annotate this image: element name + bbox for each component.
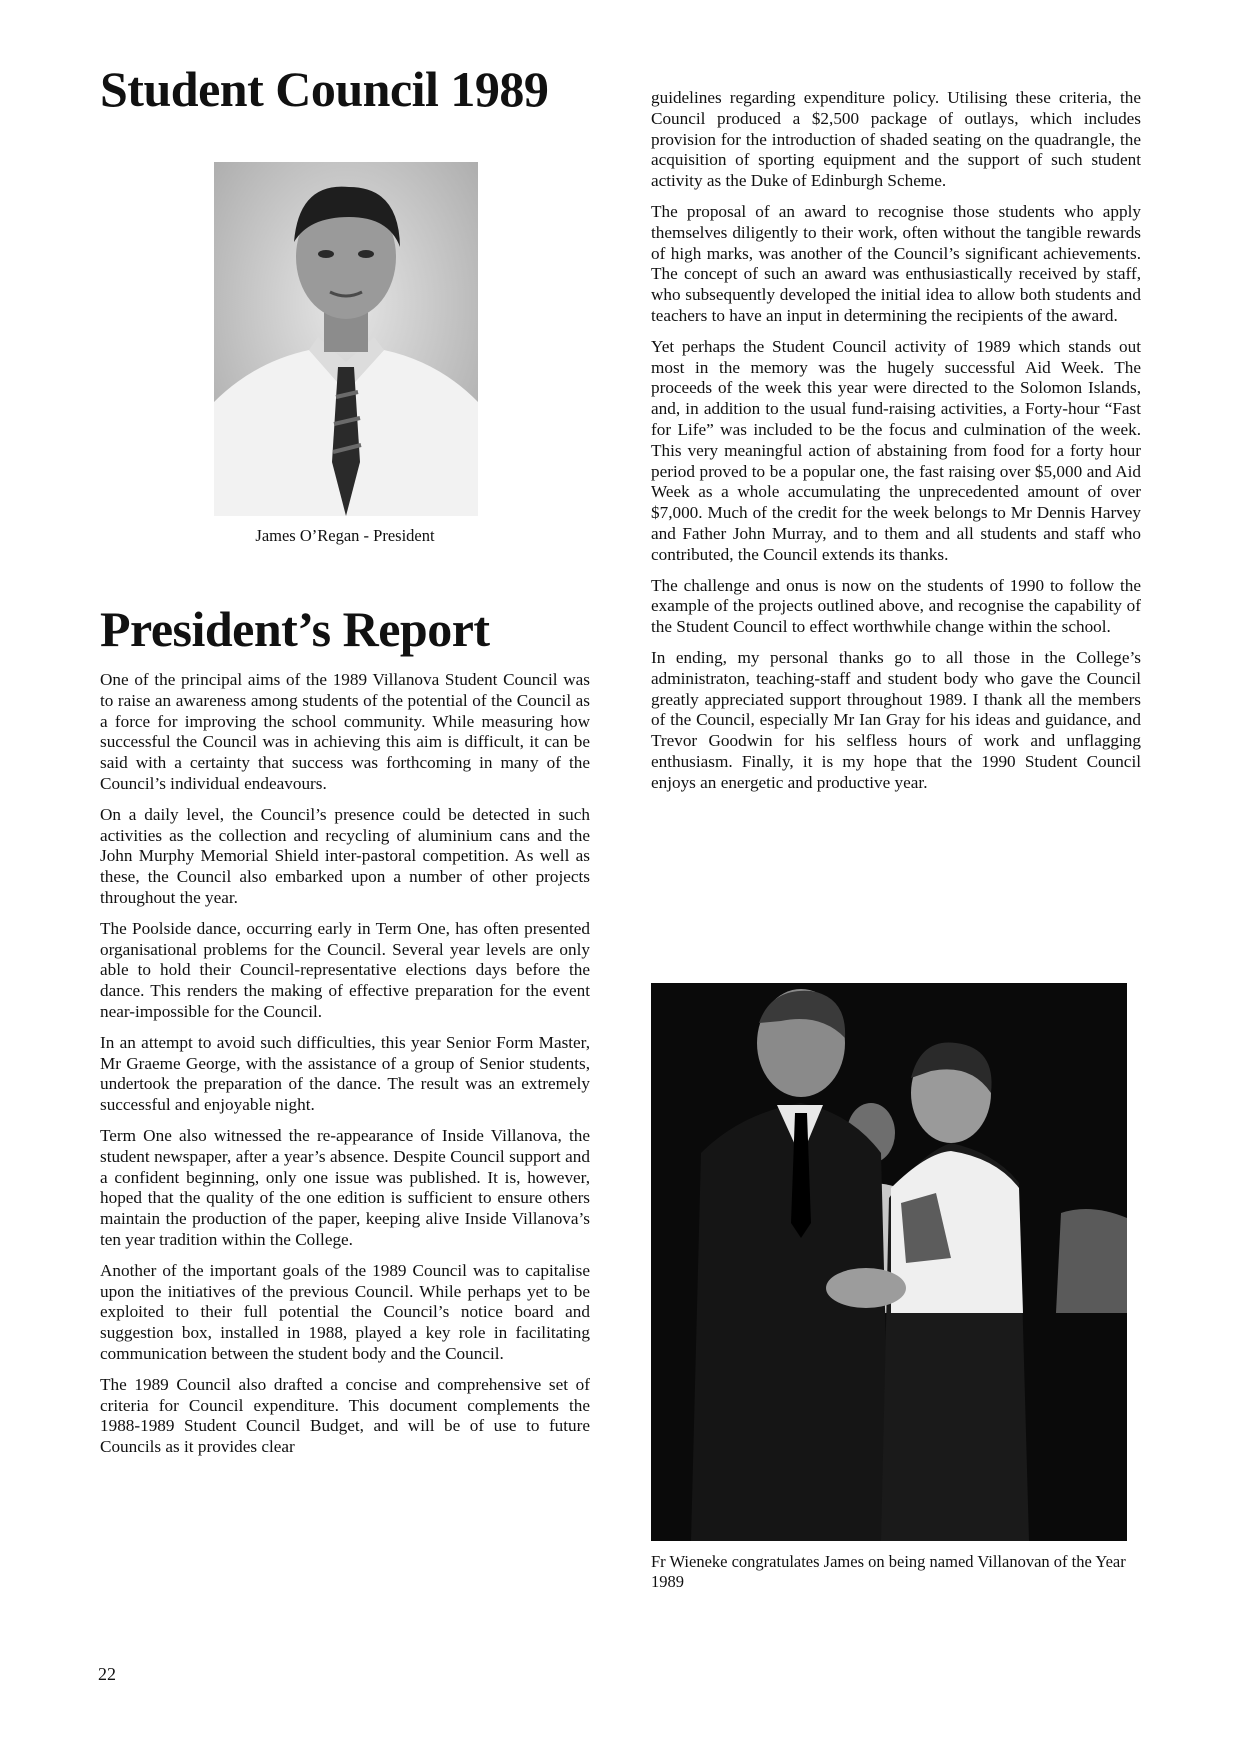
page-title: Student Council 1989 xyxy=(100,61,549,117)
paragraph: The proposal of an award to recognise those students who apply themselves diligently to their work, often without the tangible rewards of high marks, was another of the Council’s significant achievements. The concept of such an award was enthusiastically received by staff, who subsequently developed the initial idea to allow both students and teachers to have an input in determining the recipients of the award. xyxy=(651,201,1141,325)
report-right-text xyxy=(651,88,1141,804)
paragraph: In ending, my personal thanks go to all those in the College’s administraton, teaching-staff and student body who gave the Council greatly appreciated support throughout 1989. I thank all the members of the Council, especially Mr Ian Gray for his ideas and guidance, and Trevor Goodwin for his selfless hours of work and unflagging enthusiasm. Finally, it is my hope that the 1990 Student Council enjoys an energetic and productive year. xyxy=(651,647,1141,792)
portrait-caption: James O’Regan - President xyxy=(255,526,435,545)
award-photo xyxy=(651,983,1127,1541)
paragraph: The 1989 Council also drafted a concise and comprehensive set of criteria for Council expenditure. This document complements the 1988-1989 Student Council Budget, and will be of use to future Councils as it provides clear xyxy=(100,1374,590,1457)
paragraph: In an attempt to avoid such difficulties, this year Senior Form Master, Mr Graeme George, with the assistance of a group of Senior students, undertook the preparation of the dance. The result was an extremely successful and enjoyable night. xyxy=(100,1032,590,1115)
paragraph: Term One also witnessed the re-appearance of Inside Villanova, the student newspaper, after a year’s absence. Despite Council support and a confident beginning, only one issue was published. It is, however, hoped that the quality of the one edition is sufficient to ensure others maintain the production of the paper, keeping alive Inside Villanova’s ten year tradition within the College. xyxy=(100,1125,590,1249)
paragraph: On a daily level, the Council’s presence could be detected in such activities as the collection and recycling of aluminium cans and the John Murphy Memorial Shield inter-pastoral competition. As well as these, the Council also embarked upon a number of other projects throughout the year. xyxy=(100,804,590,907)
paragraph: The challenge and onus is now on the students of 1990 to follow the example of the projects outlined above, and recognise the capability of the Student Council to effect worthwhile change within the school. xyxy=(651,575,1141,637)
paragraph: The Poolside dance, occurring early in Term One, has often presented organisational problems for the Council. Several year levels are only able to hold their Council-representative elections days before the dance. This renders the making of effective preparation for the event near-impossible for the Council. xyxy=(100,918,590,1021)
portrait-photo-image xyxy=(214,162,478,516)
report-left-text xyxy=(100,670,590,1468)
award-photo-caption: Fr Wieneke congratulates James on being named Villanovan of the Year 1989 xyxy=(651,1552,1126,1591)
portrait-photo xyxy=(214,162,478,516)
page-number: 22 xyxy=(98,1664,116,1684)
report-title: President’s Report xyxy=(100,601,490,657)
paragraph: One of the principal aims of the 1989 Villanova Student Council was to raise an awareness among students of the potential of the Council as a force for improving the school community. While measuring how successful the Council was in achieving this aim is difficult, it can be said with a certainty that success was forthcoming in many of the Council’s individual endeavours. xyxy=(100,670,590,793)
paragraph: guidelines regarding expenditure policy. Utilising these criteria, the Council produced a $2,500 package of outlays, which includes provision for the introduction of shaded seating on the quadrangle, the acquisition of sporting equipment and the support of such student activity as the Duke of Edinburgh Scheme. xyxy=(651,88,1141,191)
award-photo-image xyxy=(651,983,1127,1541)
paragraph: Yet perhaps the Student Council activity of 1989 which stands out most in the memory was the hugely successful Aid Week. The proceeds of the week this year were directed to the Solomon Islands, and, in addition to the usual fund-raising activities, a Forty-hour “Fast for Life” was included to be the focus and culmination of the week. This very meaningful action of abstaining from food for a forty hour period proved to be a popular one, the fast raising over $5,000 and Aid Week as a whole accumulating the unprecedented amount of over $7,000. Much of the credit for the week belongs to Mr Dennis Harvey and Father John Murray, and to them and all students and staff who contributed, the Council extends its thanks. xyxy=(651,336,1141,564)
paragraph: Another of the important goals of the 1989 Council was to capitalise upon the initiatives of the previous Council. While perhaps yet to be exploited to their full potential the Council’s notice board and suggestion box, installed in 1988, played a key role in facilitating communication between the student body and the Council. xyxy=(100,1260,590,1363)
